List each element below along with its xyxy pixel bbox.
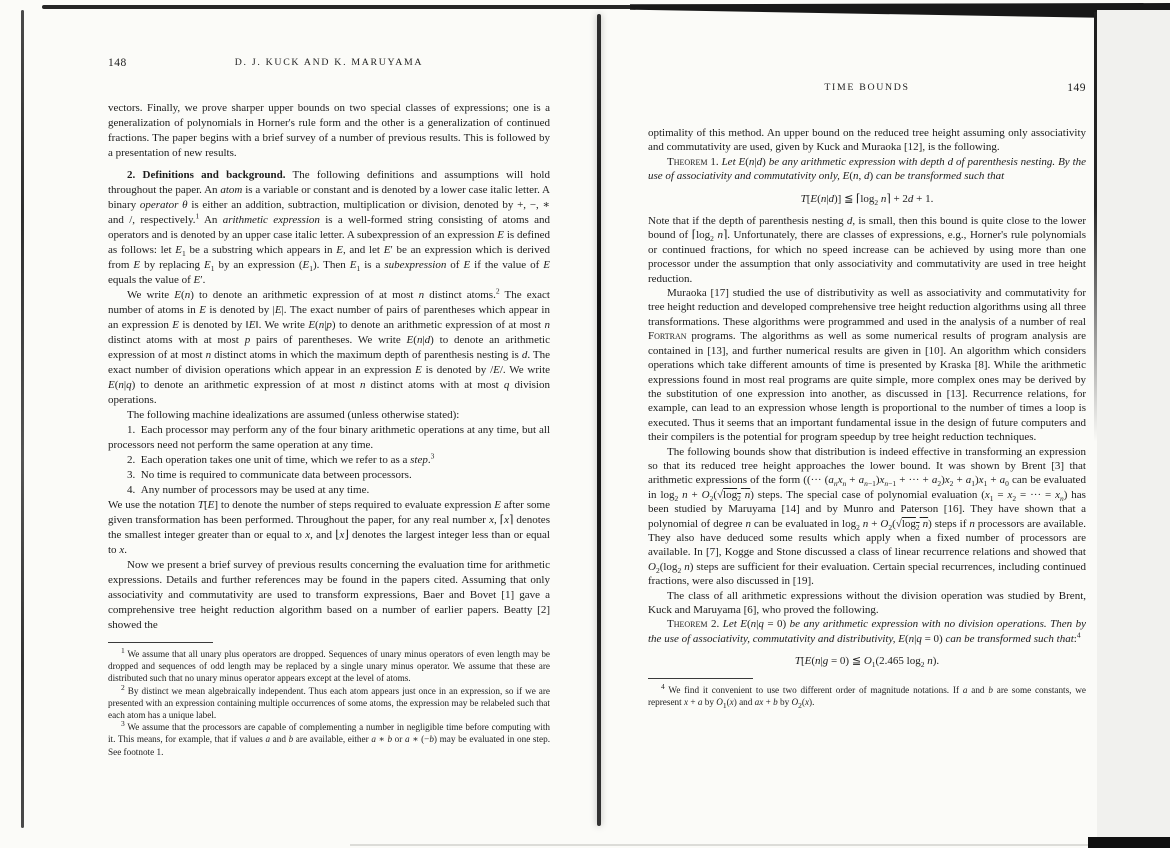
theorem-1-statement: Theorem 1. Let E(n|d) be any arithmetic expression with depth d of parenthesis nesting. By the use of associativity and commutativity only, E(n, d) can be transformed such that	[648, 155, 1087, 183]
paragraph: vectors. Finally, we prove sharper upper bounds on two special classes of expressions; one is a generalization of polynomials in Horner's rule form and the other is a generalization of continued fractions. The paper begins with a brief survey of a number of previous results. This is followed by a presentation of new results.	[108, 102, 550, 159]
right-margin-shading	[1097, 10, 1170, 848]
left-footnotes	[108, 642, 550, 758]
paragraph: We use the notation T[E] to denote the number of steps required to evaluate expression E after some given transformation has been performed. Throughout the paper, for any real number x, ⌈x⌉ denotes the smallest integer greater than or equal to x, and ⌊x⌋ denotes the largest integer less than or equal to x.	[108, 499, 550, 556]
footnote-rule	[648, 678, 753, 679]
left-page-body	[108, 101, 550, 758]
paragraph: 2. Definitions and background. The following definitions and assumptions will hold throughout the paper. An atom is a variable or constant and is denoted by a lower case italic letter. A binary operator θ is either an addition, subtraction, multiplication or division, denoted by +, −, ∗ and /, respectively.$^1$ An arithmetic expression is a well-formed string consisting of atoms and operators and is denoted by an upper case italic letter. A subexpression of an expression E is defined as follows: let $E_1$ be a substring which appears in E, and let E′ be an expression which is derived from E by replacing $E_1$ by an expression $(E_1)$. Then $E_1$ is a subexpression of E if the value of E equals the value of E′.	[108, 169, 551, 286]
paragraph: We write E(n) to denote an arithmetic expression of at most n distinct atoms.$^2$ The exact number of atoms in E is denoted by |E|. The exact number of pairs of parentheses which appear in an expression E is denoted by ‖E‖. We write E(n|p) to denote an arithmetic expression of at most n distinct atoms with at most p pairs of parentheses. We write E(n|d) to denote an arithmetic expression of at most n distinct atoms in which the maximum depth of parenthesis nesting is d. The exact number of division operations which appear in an expression E is denoted by /E/. We write E(n|q) to denote an arithmetic expression of at most n distinct atoms with at most q division operations.	[108, 286, 551, 406]
left-page-header	[108, 57, 550, 72]
right-page-header	[648, 82, 1086, 97]
paragraph: Note that if the depth of parenthesis nesting d, is small, then this bound is quite close to the lower bound of $⌈\log_2$ n⌉. Unfortunately, there are classes of expressions, e.g., Horner's rule polynomials or continued fractions, for which no speed increase can be achieved by using more than one processor under the assumption that only associativity and commutativity are used in tree height reduction.	[648, 215, 1087, 285]
right-page-body	[648, 126, 1086, 708]
paragraph: optimality of this method. An upper bound on the reduced tree height assuming only associativity and commutativity are used, given by Kuck and Muraoka [12], is the following.	[648, 127, 1086, 154]
right-page-edge-line	[1094, 12, 1097, 442]
list-item: 3. No time is required to communicate data between processors.	[127, 469, 412, 481]
theorem-1-formula: T[E(n|d)] ≦ $⌈\log_2$ n⌉ + 2d + 1.	[800, 192, 934, 207]
list-item: 2. Each operation takes one unit of time, which we refer to as a step.$^3$	[127, 451, 435, 466]
scan-bottom-right-edge	[1088, 837, 1170, 848]
right-page	[648, 82, 1086, 708]
paragraph: The class of all arithmetic expressions without the division operation was studied by Brent, Kuck and Maruyama [6], who proved the following.	[648, 589, 1086, 616]
list-item: 4. Any number of processors may be used at any time.	[127, 484, 370, 496]
left-page	[108, 57, 550, 758]
right-running-header: TIME BOUNDS	[824, 82, 910, 93]
footnote-rule	[108, 642, 213, 643]
theorem-2-formula: T[E(n|g = 0) ≦ $O_1(2.465$ $\log_2 n$).	[794, 655, 940, 670]
scan-bottom-faint-line	[350, 844, 1110, 846]
left-page-number: 148	[108, 57, 127, 69]
footnote: $^4$ We find it convenient to use two different order of magnitude notations. If a and b are some constants, we represent x + a by $O_1(x)$ and ax + b by $O_2(x)$.	[648, 681, 1087, 710]
footnote: $^2$ By distinct we mean algebraically independent. Thus each atom appears just once in an expression, so if we are presented with an expression containing multiple occurrences of some atoms, the expression may be relabeled such that each atom has a unique label.	[108, 682, 550, 721]
scan-top-edge-line	[42, 5, 642, 9]
paragraph: The following machine idealizations are assumed (unless otherwise stated):	[127, 409, 460, 421]
page-binding-fold-shadow	[597, 14, 601, 826]
theorem-2-statement: Theorem 2. Let E(n|q = 0) be any arithmetic expression with no division operations. Then by the use of associativity, commutativity and distributivity, E(n|q = 0) can be transformed such that:$^4$	[648, 618, 1087, 645]
scan-top-edge-wedge	[630, 3, 1170, 19]
right-footnotes	[648, 678, 1086, 708]
paragraph: The following bounds show that distribution is indeed effective in transforming an expression so that its reduced tree height approaches the lower bound. It was shown by Brent [3] that arithmetic expressions of the form ((··· $(a_nx_n + a_{n-1})x_{n-1}$ + ··· + $a_2)x_2 + a_1)x_1 + a_0$ can be evaluated in $\log_2 n + O_2(√\log_2$ n) steps. The special case of polynomial evaluation ($x_1 = x_2$ = ··· = $x_n$) has been studied by Maruyama [14] and by Munro and Paterson [16]. They have shown that a polynomial of degree n can be evaluated in $\log_2 n + O_2(√\log_2$ n) steps if n processors are available. They also have deduced some results which apply when a fixed number of processors are available. In [7], Kogge and Stone discussed a class of linear recurrence relations and showed that $O_2(\log_2$ n) steps are sufficient for their evaluation. Certain special recurrences, including continued fractions, were also discussed in [19].	[648, 445, 1087, 588]
right-page-number: 149	[1067, 82, 1086, 94]
list-item: 1. Each processor may perform any of the four binary arithmetic operations at any time, but all processors need not perform the same operation at any time.	[108, 424, 550, 451]
paragraph: Now we present a brief survey of previous results concerning the evaluation time for arithmetic expressions. Details and further references may be found in the papers cited. Assuming that only associativity and commutativity are used to transform expressions, Baer and Bovet [1] gave a comprehensive tree height reduction algorithm based on a number of earlier papers. Beatty [2] showed the	[108, 559, 550, 631]
footnote: $^1$ We assume that all unary plus operators are dropped. Sequences of unary minus operators of even length may be dropped and sequences of odd length may be replaced by a single unary minus operator. We assume that these are distributed such that no unary minus operator appears except at the level of atoms.	[108, 645, 550, 684]
scan-left-edge-line	[21, 10, 24, 828]
paragraph: Muraoka [17] studied the use of distributivity as well as associativity and commutativity for tree height reduction and developed comprehensive tree height reduction algorithms using all three transformations. These algorithms were programmed and used in the analysis of a number of real Fortran programs. The algorithms as well as some numerical results of program analysis are contained in [13], and further numerical results are given in [10]. An algorithm which considers operations which take different amounts of time is presented by Kraska [8]. While the arithmetic expressions found in most real programs are quite simple, more complex ones may be derived by the substitution of one expression into another, as discussed in [13]. Recurrence relations, for example, can lead to an expression whose length is proportional to the number of times a loop is executed. Thus it seems that an important fundamental issue in the design of future computers and their compilers is the potential for program speedup by tree height reduction techniques.	[648, 287, 1086, 444]
footnote: $^3$ We assume that the processors are capable of complementing a number in negligible time before computing with it. This means, for example, that if values a and b are available, either a ∗ b or a ∗ (−b) may be evaluated in one step. See footnote 1.	[108, 719, 551, 757]
left-running-header: D. J. KUCK AND K. MARUYAMA	[234, 57, 424, 68]
